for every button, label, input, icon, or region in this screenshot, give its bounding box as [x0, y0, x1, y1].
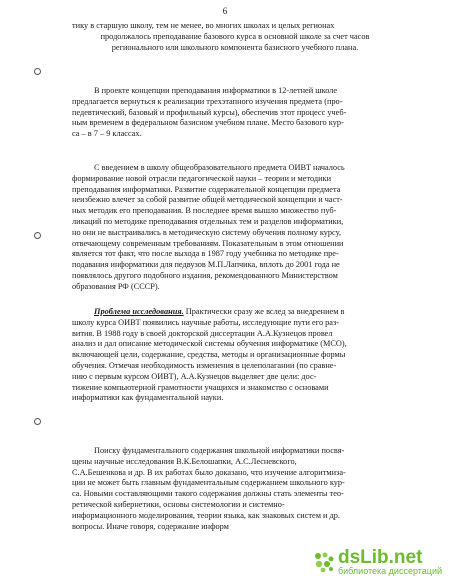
text-line — [72, 307, 398, 318]
text-fragment: Практически сразу же вслед за внедрением в — [183, 307, 345, 316]
text-line: ции не может быть главным фундаментальным содержанием школьного кур- — [72, 478, 345, 488]
text-line: появлялось другого подобного издания, рекомендованного Министерством — [72, 270, 338, 280]
text-line: подавания информатики для педвузов М.П.Лапчика, вплоть до 2001 года не — [72, 260, 340, 270]
text-line: но они не выстраивались в методическую систему обучения полному курсу, — [72, 227, 342, 237]
text-line: са. Новыми составляющими такого содержания должны стать элементы тео- — [72, 489, 344, 499]
text-line: Поиску фундаментального содержания школьной информатики посвя- — [94, 446, 345, 455]
page-number: 6 — [222, 6, 228, 16]
text-line: тижение компьютерной грамотности учащихся и знакомство с основами — [72, 382, 329, 392]
text-line: включающей цели, содержание, средства, методы и организационные формы — [72, 350, 346, 360]
watermark-brand: dsLib.net — [337, 547, 423, 568]
dslib-logo-icon — [313, 551, 335, 573]
text-line: С.А.Бешенкова и др. В их работах было доказано, что изучение алгоритмиза- — [72, 467, 346, 477]
paragraph-concept-project — [72, 86, 398, 140]
paragraph-continuation — [72, 21, 398, 53]
text-line: формирование новой отрасли педагогической науки – теории и методики — [72, 173, 332, 183]
text-line: В проекте концепции преподавания информатики в 12-летней школе — [94, 86, 338, 95]
text-line: неизбежно влечет за собой развитие общей методической концепции и част- — [72, 195, 343, 205]
text-line: нию с первым курсом ОИВТ), А.А.Кузнецов выделяет две цели: дос- — [72, 371, 317, 381]
text-line: продолжалось преподавание базового курса в основной школе за счет часов — [100, 31, 370, 41]
text-line: ретической кибернетики, основы системологии и системно- — [72, 499, 285, 509]
text-line: регионального или школьного компонента базисного учебного плана. — [111, 42, 359, 52]
text-line: ликаций по методике преподавания отдельных тем и разделов информатики, — [72, 216, 344, 226]
text-line: са – в 7 – 9 классах. — [72, 129, 142, 139]
text-line: С введением в школу общеобразовательного предмета ОИВТ началось — [94, 163, 345, 172]
dslib-watermark — [313, 548, 442, 576]
watermark-caption: библиотека диссертаций — [337, 566, 442, 576]
text-line: образования РФ (СССР). — [72, 281, 160, 291]
binder-hole-mark — [34, 232, 41, 239]
paragraph-research-problem — [72, 307, 398, 404]
text-line: анализ и дал описание методической системы обучения информатике (МСО), — [72, 339, 347, 349]
text-line: щены научные исследования В.К.Белошапки, А.С.Лесневского, — [72, 456, 297, 466]
text-line: обучения. Отмечая необходимость изменения в целеполагании (по сравне- — [72, 360, 337, 370]
text-line: преподавания информатики. Развитие содержательной концепции предмета — [72, 184, 341, 194]
text-line: вопросы. Иначе говоря, содержание информ — [72, 521, 229, 531]
text-line: отвечающему современным требованиям. Показательным в этом отношении — [72, 238, 344, 248]
text-line: информационного моделирования, теории языка, как знаковых систем и др. — [72, 510, 340, 520]
text-line: педевтический, базовый и профильный курсы), обеспечив этот процесс учеб- — [72, 107, 347, 117]
section-lead-heading: Проблема исследования. — [94, 307, 184, 316]
binder-hole-mark — [34, 68, 41, 75]
text-line: ным временем в федеральном базисном учебном плане. Место базового кур- — [72, 118, 344, 128]
binder-hole-mark — [34, 418, 41, 425]
text-line: ных методик его преподавания. В последнее время вышло множество пуб- — [72, 206, 337, 216]
text-line: тику в старшую школу, тем не менее, во многих школах и целых регионах — [72, 21, 335, 30]
text-line: информатики как фундаментальной науки. — [72, 393, 224, 403]
paragraph-methodology — [72, 163, 398, 293]
text-line: вития. В 1988 году в своей докторской диссертации А.А.Кузнецов провел — [72, 328, 333, 338]
paragraph-fundamental-content — [72, 446, 398, 532]
text-line: является тот факт, что после выхода в 1987 году учебника по методике пре- — [72, 249, 339, 259]
text-line: предлагается вернуться к реализации трехэтапного изучения предмета (про- — [72, 96, 343, 106]
text-line: школу курса ОИВТ появились научные работы, исследующие пути его раз- — [72, 317, 340, 327]
